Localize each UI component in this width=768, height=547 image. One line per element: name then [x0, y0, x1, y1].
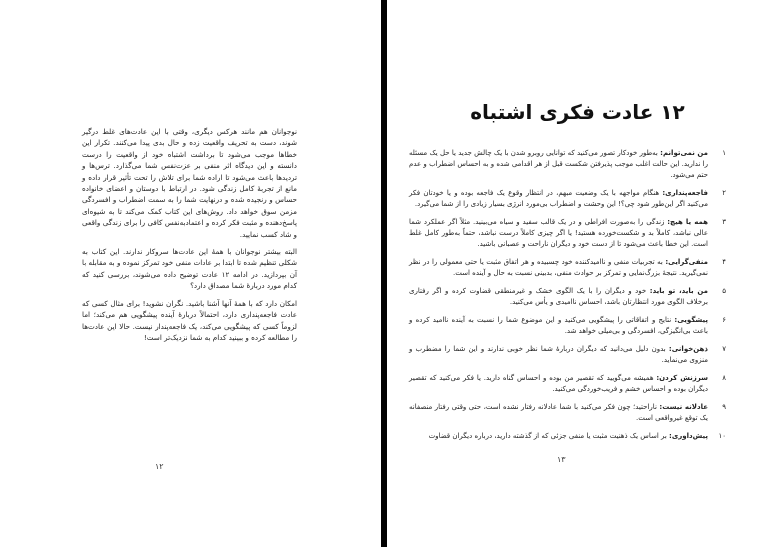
item-term: من نمی‌توانم: [660, 149, 709, 157]
item-term: پیش‌داوری: [669, 432, 708, 440]
list-item [409, 373, 726, 395]
list-item [409, 188, 726, 210]
item-text: زندگی را به‌صورت افراطی و در یک قالب سفید و سیاه می‌بینید. مثلاً اگر عملکرد شما عالی نباشد، کاملاً بد و شکست‌خورده هستید! یا اگر چیزی کاملاً درست نباشد، حتماً به‌طور کامل غلط است. این خطا باعث می‌شود تا از دست خود و دیگران ناراحت و عصبانی باشید. [409, 218, 708, 248]
item-term: سرزنش کردن: [656, 374, 708, 382]
item-term: پیشگویی: [674, 316, 708, 324]
item-number: ۸ [722, 374, 726, 382]
item-term: من باید، تو باید: [649, 287, 708, 295]
item-term: ذهن‌خوانی: [668, 345, 708, 353]
list-item [409, 286, 726, 308]
chapter-title: ۱۲ عادت فکری اشتباه [470, 100, 685, 124]
right-page [387, 0, 768, 547]
item-text: خود و دیگران را با یک الگوی خشک و غیرمنطقی قضاوت کرده و اگر رفتاری برخلاف الگوی مورد انتظارتان باشد، احساس ناامیدی و یأس می‌کنید. [409, 287, 708, 306]
item-text: به‌طور خودکار تصور می‌کنید که توانایی روبرو شدن با یک چالش جدید یا حل یک مسئله را ندارید. این حالت اغلب موجب پذیرفتن شکست قبل از هر اقدامی شده و به احساس اضطراب و عدم حتم می‌شود. [409, 149, 708, 179]
list-item [409, 148, 726, 181]
item-term: همه یا هیچ: [667, 218, 708, 226]
item-number: ۲ [722, 189, 726, 197]
item-text: نتایج و اتفاقاتی را پیشگویی می‌کنید و این موضوع شما را نسبت به آینده ناامید کرده و باعث بی‌انگیزگی، افسردگی و بی‌میلی خواهد شد. [409, 316, 708, 335]
item-number: ۵ [722, 287, 726, 295]
item-number: ۷ [722, 345, 726, 353]
item-text: همیشه می‌گویید که تقصیر من بوده و احساس گناه دارید. یا فکر می‌کنید که تقصیر دیگران بوده و احساس خشم و فریب‌خوردگی می‌کنید. [409, 374, 708, 393]
item-term: فاجعه‌پنداری: [662, 189, 708, 197]
list-item [409, 431, 726, 442]
item-term: منفی‌گرایی: [665, 258, 708, 266]
habits-list [409, 148, 726, 449]
paragraph: البته بیشتر نوجوانان با همهٔ این عادت‌ها سروکار ندارند. این کتاب به شکلی تنظیم شده تا ابتدا بر عادات منفی خود تمرکز نموده و به مقابله با آن بپردازید. در ادامه ۱۲ عادت توضیح داده می‌شوند، بررسی کنید که کدام مورد دربارهٔ شما مصداق دارد؟ [82, 247, 297, 291]
item-number: ۹ [722, 403, 726, 411]
item-number: ۳ [722, 218, 726, 226]
item-number: ۶ [722, 316, 726, 324]
list-item [409, 257, 726, 279]
left-page-text [82, 126, 297, 349]
item-text: به تجربیات منفی و ناامیدکننده خود چسبیده و هر اتفاق مثبت یا حتی معمولی را در نظر نمی‌گیرید. نتیجهٔ بزرگ‌نمایی و تمرکز بر حوادث منفی، بدبینی نسبت به حال و آینده است. [409, 258, 708, 277]
item-text: هنگام مواجهه با یک وضعیت مبهم، در انتظار وقوع یک فاجعه بوده و یا خودتان فکر می‌کنید اگر این‌طور شود چی؟! این وحشت و اضطراب بی‌مورد انرژی بسیار زیادی را از شما می‌گیرد. [409, 189, 708, 208]
left-page [0, 0, 381, 547]
item-term: عادلانه نیست: [659, 403, 708, 411]
item-number: ۱ [722, 149, 726, 157]
item-text: بر اساس یک ذهنیت مثبت یا منفی جزئی که از گذشته دارید، درباره دیگران قضاوت [428, 432, 670, 440]
item-number: ۴ [722, 258, 726, 266]
list-item [409, 402, 726, 424]
item-text: بدون دلیل می‌دانید که دیگران دربارهٔ شما نظر خوبی ندارند و این شما را مضطرب و منزوی می‌نماید. [409, 345, 708, 364]
paragraph: نوجوانان هم مانند هرکس دیگری، وقتی با این عادت‌های غلط درگیر شوند، دست به تحریف واقعیت زده و حال بدی پیدا می‌کنند. تکرار این خطاها موجب می‌شود تا برداشت اشتباه خود از واقعیت را درست دانسته و این دیدگاه اثر منفی بر عزت‌نفس شما می‌گذارد. ترس‌ها و تردیدها باعث می‌شود تا اراده شما برای تلاش را تحت تأثیر قرار داده و مانع از تجربهٔ کامل زندگی شود. در ارتباط با دوستان و اعضای خانواده حساس و رنجیده شده و درنهایت شما را به سمت اضطراب و افسردگی مزمن سوق خواهد داد. روش‌های این کتاب کمک می‌کند تا به شیوه‌ای پاسخ‌دهنده و مثبت فکر کرده و اعتمادبه‌نفس کافی را برای زندگی واقعی و شاد کسب نمایید. [82, 127, 297, 239]
paragraph: امکان دارد که با همهٔ آنها آشنا باشید. نگران نشوید! برای مثال کسی که عادت فاجعه‌پنداری دارد، احتمالاً دربارهٔ آینده پیشگویی هم می‌کند؛ اما لزوماً کسی که پیشگویی می‌کند، یک فاجعه‌پندار نیست. حالا این عادت‌ها را مطالعه کرده و ببینید کدام به شما نزدیک‌تر است! [82, 298, 297, 342]
list-item [409, 217, 726, 250]
page-number: ۱۲ [155, 462, 164, 471]
item-number: ۱۰ [718, 432, 726, 440]
item-text: ناراحتید؛ چون فکر می‌کنید با شما عادلانه رفتار نشده است، حتی وقتی رفتار منصفانه یک توقع غیرواقعی است. [409, 403, 708, 422]
list-item [409, 344, 726, 366]
list-item [409, 315, 726, 337]
page-number: ۱۳ [557, 455, 566, 464]
